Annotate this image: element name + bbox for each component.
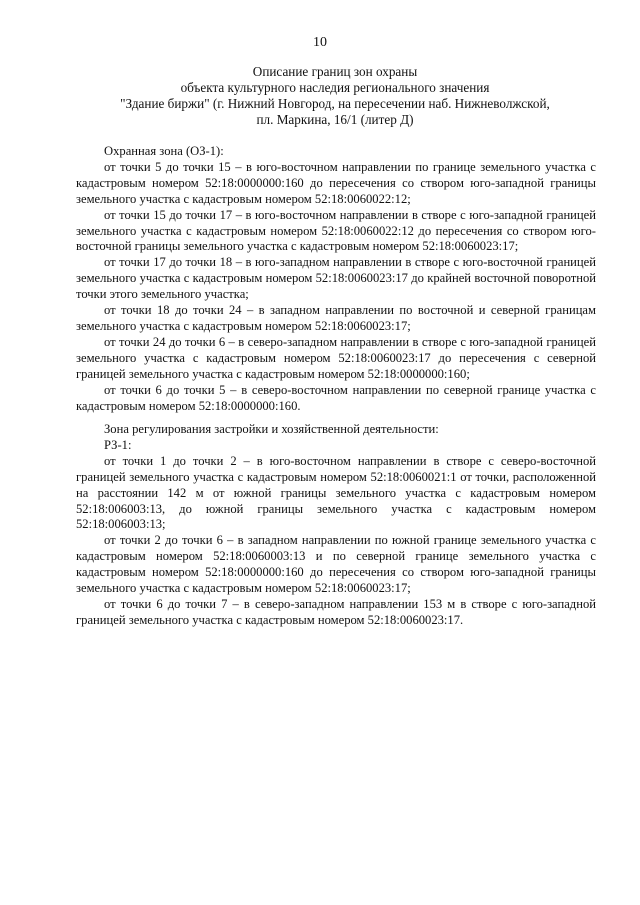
boundary-paragraph: от точки 2 до точки 6 – в западном направлении по южной границе земельного участка с кадастровым номером 52:18:0060003:13 и по северной границе земельного участка с кадастровым номером 52:18:0000000:160 до пересечения со створом юго-западной границы земельного участка с кадастровым номером 52:18:0060023:17; (76, 533, 596, 596)
title-line-4: пл. Маркина, 16/1 (литер Д) (256, 112, 414, 127)
title-line-1: Описание границ зон охраны (252, 64, 418, 79)
boundary-paragraph: от точки 6 до точки 7 – в северо-западном направлении 153 м в створе с юго-западной границей земельного участка с кадастровым номером 52:18:0060023:17. (76, 596, 596, 627)
regulation-zone-section (76, 422, 596, 629)
regulation-zone-subheading: РЗ-1: (104, 437, 132, 452)
title-line-3: "Здание биржи" (г. Нижний Новгород, на пересечении наб. Нижневолжской, (120, 96, 550, 111)
boundary-paragraph: от точки 17 до точки 18 – в юго-западном направлении в створе с юго-восточной границей земельного участка с кадастровым номером 52:18:0060023:17 до крайней восточной поворотной точки этого земельного участка; (76, 255, 596, 302)
regulation-zone-heading: Зона регулирования застройки и хозяйственной деятельности: (104, 422, 439, 436)
boundary-paragraph: от точки 5 до точки 15 – в юго-восточном направлении по границе земельного участка с кадастровым номером 52:18:0000000:160 до пересечения со створом юго-западной границы земельного участка с кадастровым номером 52:18:0060022:12; (76, 159, 596, 206)
boundary-paragraph: от точки 6 до точки 5 – в северо-восточном направлении по северной границе участка с кадастровым номером 52:18:0000000:160. (76, 382, 596, 413)
protection-zone-heading: Охранная зона (ОЗ-1): (104, 144, 224, 158)
boundary-paragraph: от точки 18 до точки 24 – в западном направлении по восточной и северной границам земельного участка с кадастровым номером 52:18:0060023:17; (76, 303, 596, 333)
page-number: 10 (313, 35, 327, 50)
document-title (60, 64, 610, 128)
boundary-paragraph: от точки 1 до точки 2 – в юго-восточном направлении в створе с северо-восточной границей земельного участка с кадастровым номером 52:18:0060021:1 от точки, расположенной на расстоянии 142 м от южной границы земельного участка с кадастровым номером 52:18:006003:13, до южной границы земельного участка с кадастровым номером 52:18:006003:13; (76, 453, 596, 532)
boundary-paragraph: от точки 24 до точки 6 – в северо-западном направлении в створе с юго-западной границей земельного участка с кадастровым номером 52:18:0060023:17 до пересечения с северной границей земельного участка с кадастровым номером 52:18:0000000:160; (76, 334, 596, 381)
protection-zone-section (76, 144, 596, 414)
boundary-paragraph: от точки 15 до точки 17 – в юго-восточном направлении в створе с юго-западной границей земельного участка с кадастровым номером 52:18:0060022:12 до пересечения со створом юго-восточной границы земельного участка с кадастровым номером 52:18:0060023:17; (76, 207, 596, 254)
title-line-2: объекта культурного наследия регионального значения (180, 80, 490, 95)
